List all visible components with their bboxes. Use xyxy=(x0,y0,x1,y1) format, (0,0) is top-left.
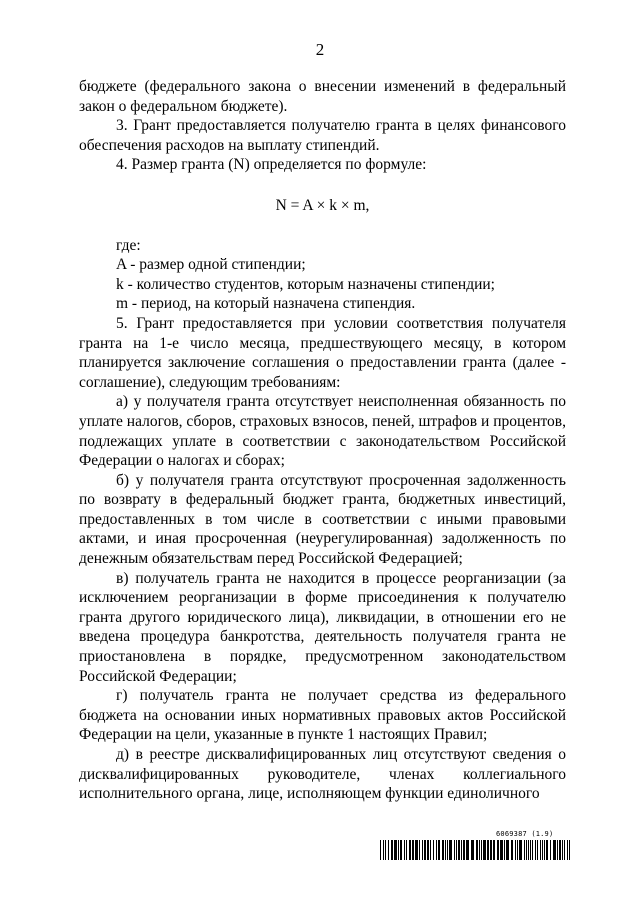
where-label: где: xyxy=(116,236,141,254)
subclause-g: г) получатель гранта не получает средства из федерального бюджета на основании иных нормативных правовых актов Российской Федерации на цели, указанные в пункте 1 настоящих Правил; xyxy=(79,687,566,744)
subclause-v: в) получатель гранта не находится в процессе реорганизации (за исключением реорганизации в форме присоединения к получателю гранта другого юридического лица), ликвидации, в отношении его не введена процедура банкротства, деятельность получателя гранта не приостановлена в порядке, предусмотренном законодательством Российской Федерации; xyxy=(79,569,566,685)
page-number: 2 xyxy=(315,40,325,59)
subclause-d: д) в реестре дисквалифицированных лиц отсутствуют сведения о дисквалифицированных руководителе, членах коллегиального исполнительного органа, лице, исполняющем функции единоличного xyxy=(79,746,566,803)
subclause-a: а) у получателя гранта отсутствует неисполненная обязанность по уплате налогов, сборов, страховых взносов, пеней, штрафов и процентов, подлежащих уплате в соответствии с законодательством Российской Федерации о налогах и сборах; xyxy=(79,393,566,470)
definition-m: m - период, на который назначена стипендия. xyxy=(116,295,416,313)
barcode-number: 6069387 (1.9) xyxy=(496,830,554,838)
formula: N = A × k × m, xyxy=(275,196,370,214)
paragraph-clause-3: 3. Грант предоставляется получателю гранта в целях финансового обеспечения расходов на выплату стипендий. xyxy=(79,117,566,154)
paragraph-clause-5: 5. Грант предоставляется при условии соответствия получателя гранта на 1-е число месяца, предшествующего месяцу, в котором планируется заключение соглашения о предоставлении гранта (далее - соглашение), следующим требованиям: xyxy=(79,314,566,391)
barcode-icon xyxy=(380,840,570,860)
paragraph-clause-4: 4. Размер гранта (N) определяется по формуле: xyxy=(116,156,427,174)
paragraph-continuation: бюджете (федерального закона о внесении изменений в федеральный закон о федеральном бюджете). xyxy=(79,78,566,115)
definition-k: k - количество студентов, которым назначены стипендии; xyxy=(116,275,495,293)
subclause-b: б) у получателя гранта отсутствуют просроченная задолженность по возврату в федеральный бюджет гранта, бюджетных инвестиций, предоставленных в том числе в соответствии с иными правовыми актами, и иная просроченная (неурегулированная) задолженность по денежным обязательствам перед Российской Федерацией; xyxy=(79,471,566,568)
definition-a: A - размер одной стипендии; xyxy=(116,256,306,274)
document-body xyxy=(79,77,566,804)
